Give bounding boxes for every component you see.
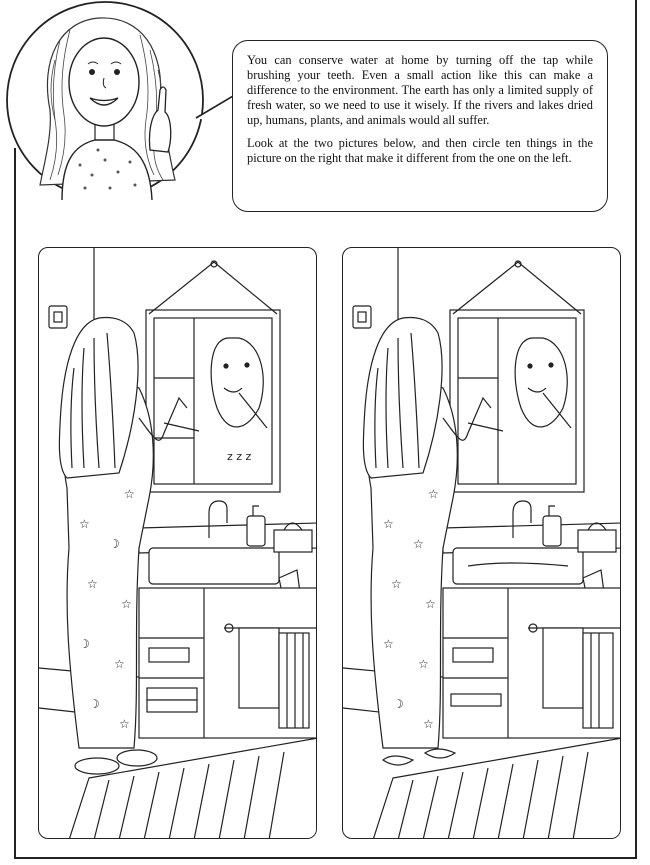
svg-text:☆: ☆ [391, 577, 402, 591]
girl-portrait [0, 0, 240, 215]
svg-text:☆: ☆ [413, 537, 424, 551]
svg-text:☆: ☆ [121, 597, 132, 611]
svg-text:☽: ☽ [89, 697, 100, 711]
svg-text:☆: ☆ [428, 487, 439, 501]
svg-text:☆: ☆ [383, 517, 394, 531]
svg-text:☆: ☆ [114, 657, 125, 671]
speech-paragraph-1: You can conserve water at home by turning off the tap while brushing your teeth. Even a small action like this can make a difference to the environment. The earth has only a limited supply of fresh water, so we need to use it wisely. If the rivers and lakes dried up, humans, plants, and animals would all suffer. [247, 53, 593, 127]
svg-text:☆: ☆ [423, 717, 434, 731]
svg-text:☆: ☆ [119, 717, 130, 731]
bathroom-scene-original [39, 248, 317, 839]
svg-text:☆: ☆ [425, 597, 436, 611]
svg-text:☆: ☆ [124, 487, 135, 501]
page-border-left [14, 148, 16, 858]
page-border-bottom [14, 857, 637, 859]
svg-text:☆: ☆ [79, 517, 90, 531]
speech-paragraph-2: Look at the two pictures below, and then circle ten things in the picture on the right that make it different from the one on the left. [247, 136, 593, 165]
bathroom-scene-with-differences [343, 248, 621, 839]
svg-text:☽: ☽ [109, 537, 120, 551]
svg-text:☆: ☆ [383, 637, 394, 651]
page-border-right [635, 0, 637, 858]
mirror-zzz-text: z z z [227, 450, 252, 463]
svg-text:☆: ☆ [418, 657, 429, 671]
left-picture-panel [38, 247, 317, 839]
svg-text:☆: ☆ [87, 577, 98, 591]
right-picture-panel [342, 247, 621, 839]
svg-text:☽: ☽ [79, 637, 90, 651]
svg-text:☽: ☽ [393, 697, 404, 711]
speech-bubble [232, 40, 608, 212]
